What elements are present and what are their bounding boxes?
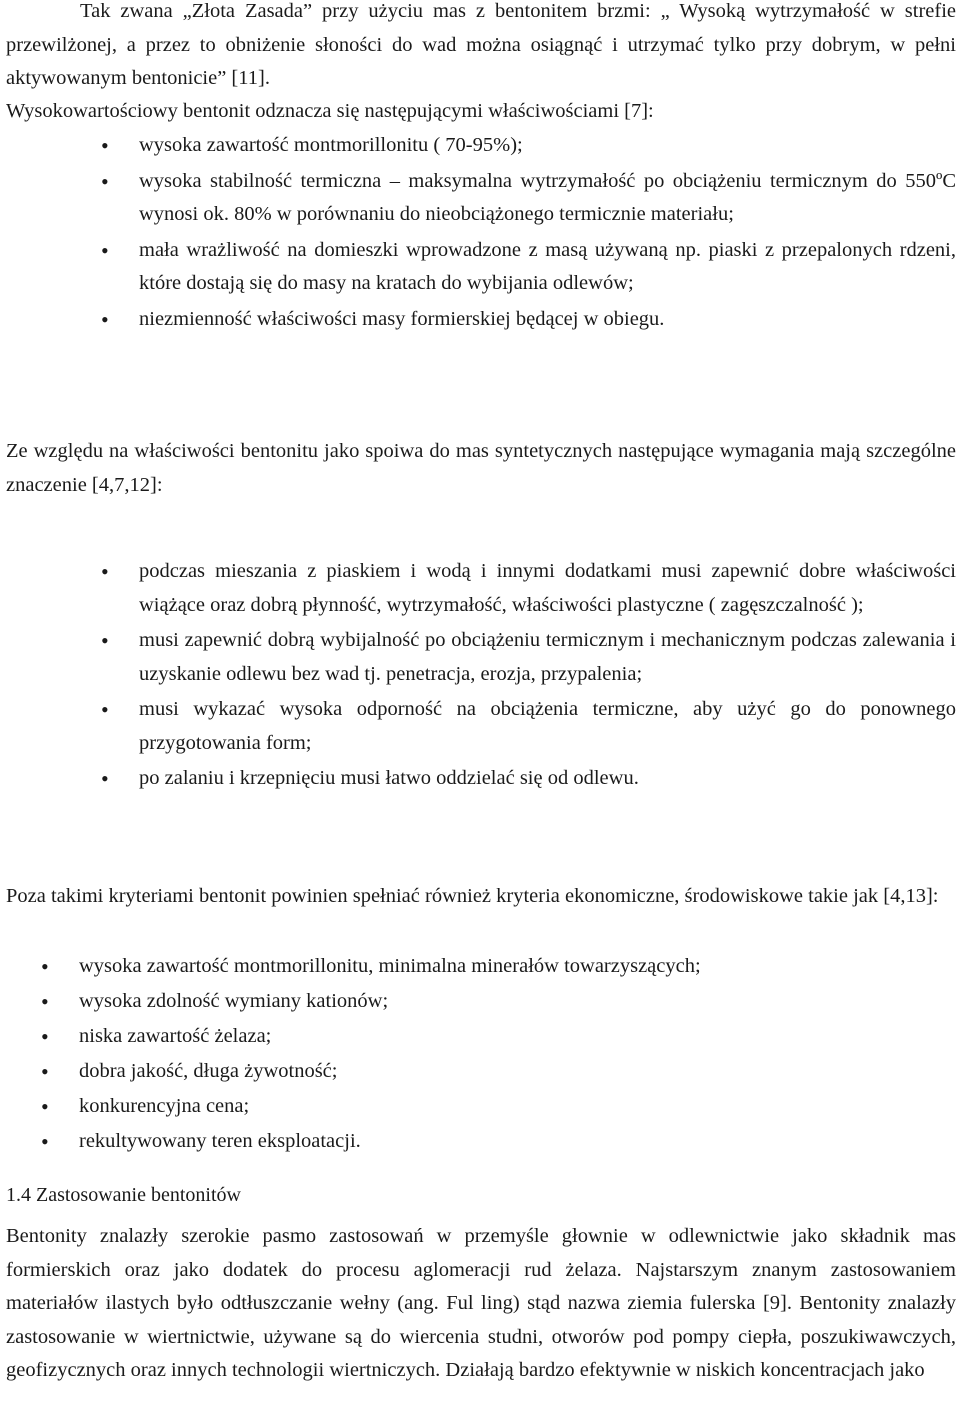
list-item: • niezmienność właściwości masy formierskiej będącej w obiegu.	[139, 303, 956, 337]
bentonite-properties-list	[139, 129, 956, 336]
section-heading: 1.4 Zastosowanie bentonitów	[6, 1184, 241, 1206]
list-item: • wysoka stabilność termiczna – maksymalna wytrzymałość po obciążeniu termicznym do 550ºC wynosi ok. 80% w porównaniu do nieobciążonego termicznie materiału;	[139, 165, 956, 232]
list-item: • niska zawartość żelaza;	[79, 1020, 956, 1054]
paragraph-bentonite-applications: Bentonity znalazły szerokie pasmo zastosowań w przemyśle głownie w odlewnictwie jako składnik mas formierskich oraz jako dodatek do procesu aglomeracji rud żelaza. Najstarszym znanym zastosowaniem materiałów ilastych było odtłuszczanie wełny (ang. Ful ling) stąd nazwa ziemia fulerska [9]. Bentonity znalazły zastosowanie w wiertnictwie, używane są do wiercenia studni, otworów pod pompy ciepła, poszukiwawczych, geofizycznych oraz innych technologii wiertniczych. Działają bardzo efektywnie w niskich koncentracjach jako	[6, 1225, 956, 1381]
paragraph-bentonite-properties-intro: Wysokowartościowy bentonit odznacza się następującymi właściwościami [7]:	[6, 100, 654, 122]
list-item: • wysoka zdolność wymiany kationów;	[79, 985, 956, 1019]
list-item: • po zalaniu i krzepnięciu musi łatwo oddzielać się od odlewu.	[139, 762, 956, 796]
paragraph-economic-criteria-intro: Poza takimi kryteriami bentonit powinien spełniać również kryteria ekonomiczne, środowiskowe takie jak [4,13]:	[6, 885, 939, 907]
list-item: • wysoka zawartość montmorillonitu, minimalna minerałów towarzyszących;	[79, 950, 956, 984]
list-item: • dobra jakość, długa żywotność;	[79, 1055, 956, 1089]
list-item: • konkurencyjna cena;	[79, 1090, 956, 1124]
requirements-list	[139, 555, 956, 796]
paragraph-golden-rule: Tak zwana „Złota Zasada” przy użyciu mas z bentonitem brzmi: „ Wysoką wytrzymałość w strefie przewilżonej, a przez to obniżenie słoności do wad można osiągnąć i utrzymać tylko przy dobrym, w pełni aktywowanym bentonicie” [11].	[6, 0, 956, 89]
economic-criteria-list	[79, 950, 956, 1159]
list-item: • musi zapewnić dobrą wybijalność po obciążeniu termicznym i mechanicznym podczas zalewania i uzyskanie odlewu bez wad tj. penetracja, erozja, przypalenia;	[139, 624, 956, 691]
list-item: • rekultywowany teren eksploatacji.	[79, 1125, 956, 1159]
list-item: • wysoka zawartość montmorillonitu ( 70-95%);	[139, 129, 956, 163]
list-item: • podczas mieszania z piaskiem i wodą i innymi dodatkami musi zapewnić dobre właściwości wiążące oraz dobrą płynność, wytrzymałość, właściwości plastyczne ( zagęszczalność );	[139, 555, 956, 622]
list-item: • musi wykazać wysoka odporność na obciążenia termiczne, aby użyć go do ponownego przygotowania form;	[139, 693, 956, 760]
paragraph-requirements-intro: Ze względu na właściwości bentonitu jako spoiwa do mas syntetycznych następujące wymagania mają szczególne znaczenie [4,7,12]:	[6, 440, 956, 496]
list-item: • mała wrażliwość na domieszki wprowadzone z masą używaną np. piaski z przepalonych rdzeni, które dostają się do masy na kratach do wybijania odlewów;	[139, 234, 956, 301]
